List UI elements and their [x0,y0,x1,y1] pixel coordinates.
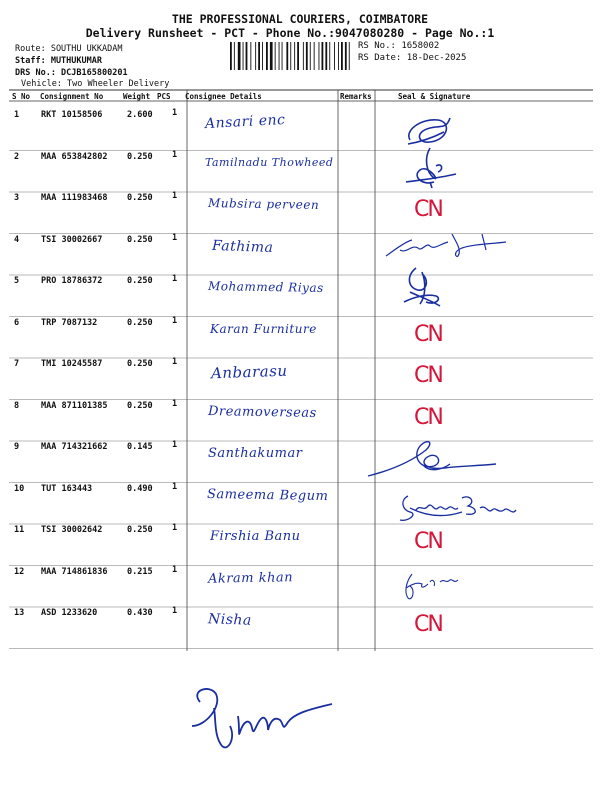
row-consignee: Firshia Banu [210,529,301,544]
row-pcs: 1 [172,232,178,243]
row-consignment: TRP 7087132 [41,317,98,328]
row-pcs: 1 [172,606,178,616]
row-consignment: RKT 10158506 [41,110,103,120]
row-weight: 0.250 [127,193,153,203]
row-sno: 4 [14,234,20,245]
col-pcs: PCS [157,92,171,101]
row-sno: 8 [14,400,20,411]
row-sno: 5 [14,276,20,286]
row-consignee: Anbarasu [210,361,288,383]
col-consignee: Consignee Details [185,92,262,101]
row-sno: 3 [14,193,20,203]
row-consignment: TUT 163443 [41,483,93,494]
runsheet-title: Delivery Runsheet - PCT - Phone No.:9047080280 - Page No.:1 [85,26,495,40]
row-seal-mark: CN [414,321,442,347]
signature-footer [176,680,356,754]
col-consignment: Consignment No [40,92,104,101]
row-seal-mark: CN [414,612,442,637]
row-consignee: Ansari enc [204,111,286,133]
row-pcs: 1 [172,398,178,409]
row-consignment: ASD 1233620 [41,608,98,618]
row-weight: 0.215 [127,566,153,577]
row-pcs: 1 [172,191,178,201]
signature-row-5 [396,262,456,312]
row-consignee: Nisha [207,611,253,629]
col-seal: Seal & Signature [398,92,471,101]
row-sno: 13 [14,608,25,618]
row-seal-mark: CN [414,529,442,554]
row-pcs: 1 [172,149,178,160]
row-consignment: MAA 111983468 [41,193,108,203]
row-weight: 0.490 [127,483,153,494]
row-weight: 2.600 [127,110,153,120]
row-sno: 6 [14,317,20,328]
row-consignment: PRO 18786372 [41,276,103,286]
row-weight: 0.430 [127,608,153,618]
row-weight: 0.250 [127,276,153,286]
row-weight: 0.250 [127,151,153,162]
row-weight: 0.250 [127,525,153,535]
row-weight: 0.250 [127,359,153,369]
col-remarks: Remarks [340,92,372,101]
row-pcs: 1 [172,274,178,284]
drs-label: DRS No.: DCJB165800201 [15,68,128,78]
row-weight: 0.145 [127,442,153,452]
row-seal-mark: CN [414,197,442,222]
signature-row-10 [396,488,526,528]
row-pcs: 1 [172,523,178,533]
row-pcs: 1 [172,440,178,450]
col-sno: S No [12,92,31,101]
row-seal-mark: CN [414,404,442,430]
row-consignee: Mohammed Riyas [207,278,324,296]
row-sno: 1 [14,110,20,120]
signature-row-2 [400,142,460,192]
row-consignee: Akram khan [207,569,294,587]
row-pcs: 1 [172,481,178,492]
signature-row-12 [398,568,478,608]
row-sno: 12 [14,566,25,577]
route-label: Route: SOUTHU UKKADAM [15,44,123,54]
row-pcs: 1 [172,108,178,118]
row-pcs: 1 [172,564,178,575]
row-consignee: Fathima [211,237,274,256]
row-consignee: Karan Furniture [210,321,317,336]
row-sno: 11 [14,525,25,535]
row-sno: 7 [14,359,20,369]
row-consignment: MAA 714321662 [41,442,108,452]
col-weight: Weight [123,92,151,101]
row-consignment: TMI 10245587 [41,359,103,369]
row-weight: 0.250 [127,234,153,245]
row-weight: 0.250 [127,400,153,411]
row-consignment: MAA 871101385 [41,400,108,411]
row-sno: 9 [14,442,20,452]
row-consignment: MAA 653842802 [41,151,108,162]
rs-date: RS Date: 18-Dec-2025 [358,53,467,63]
company-name: THE PROFESSIONAL COURIERS, COIMBATORE [171,12,429,26]
staff-label: Staff: MUTHUKUMAR [15,56,102,66]
row-consignee: Santhakumar [208,446,303,461]
vehicle-label: Vehicle: Two Wheeler Delivery [21,79,170,89]
row-consignee: Tamilnadu Thowheed [205,155,334,169]
row-consignment: TSI 30002667 [41,234,103,245]
row-seal-mark: CN [414,363,442,388]
barcode [230,42,354,70]
signature-row-9 [364,436,500,482]
row-pcs: 1 [172,357,178,367]
row-consignee: Dreamoverseas [207,403,317,421]
row-consignee: Sameema Begum [206,486,329,504]
row-weight: 0.250 [127,317,153,328]
row-consignment: MAA 714861836 [41,566,108,577]
row-sno: 10 [14,483,25,494]
row-consignee: Mubsira perveen [207,196,320,212]
row-pcs: 1 [172,315,178,326]
signature-row-4 [382,228,522,264]
rs-number: RS No.: 1658002 [358,41,440,51]
row-sno: 2 [14,151,20,162]
row-consignment: TSI 30002642 [41,525,103,535]
